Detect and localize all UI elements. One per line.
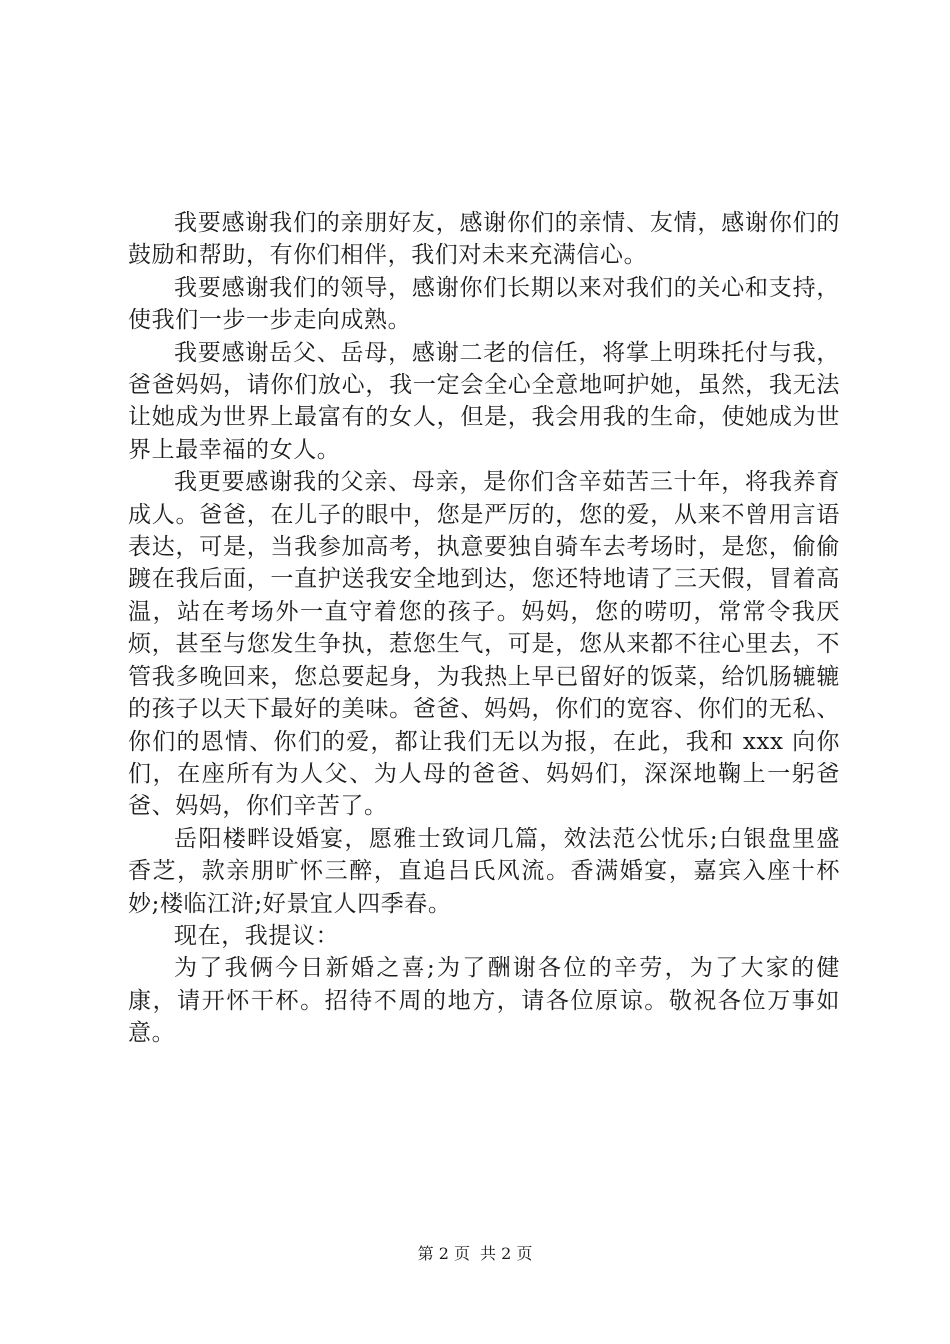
- page-total: 共 2 页: [480, 1244, 533, 1263]
- page-number: 第 2 页: [417, 1244, 470, 1263]
- paragraph-thanks-in-laws: 我要感谢岳父、岳母，感谢二老的信任，将掌上明珠托付与我，爸爸妈妈，请你们放心，我一定会全心全意地呵护她，虽然，我无法让她成为世界上最富有的女人，但是，我会用我的生命，使她成为世界上最幸福的女人。: [128, 339, 840, 463]
- paragraph-toast: 为了我俩今日新婚之喜;为了酬谢各位的辛劳，为了大家的健康，请开怀干杯。招待不周的地方，请各位原谅。敬祝各位万事如意。: [128, 955, 840, 1047]
- body-text: [128, 207, 840, 1050]
- page-footer: [0, 1244, 950, 1264]
- paragraph-thanks-friends: 我要感谢我们的亲朋好友，感谢你们的亲情、友情，感谢你们的鼓励和帮助，有你们相伴，我们对未来充满信心。: [128, 210, 840, 269]
- paragraph-thanks-parents: 我更要感谢我的父亲、母亲，是你们含辛茹苦三十年，将我养育成人。爸爸，在儿子的眼中，您是严厉的，您的爱，从来不曾用言语表达，可是，当我参加高考，执意要独自骑车去考场时，是您，偷偷踱在我后面，一直护送我安全地到达，您还特地请了三天假，冒着高温，站在考场外一直守着您的孩子。妈妈，您的唠叨，常常令我厌烦，甚至与您发生争执，惹您生气，可是，您从来都不往心里去，不管我多晚回来，您总要起身，为我热上早已留好的饭菜，给饥肠辘辘的孩子以天下最好的美味。爸爸、妈妈，你们的宽容、你们的无私、你们的恩情、你们的爱，都让我们无以为报，在此，我和 xxx 向你们，在座所有为人父、为人母的爸爸、妈妈们，深深地鞠上一躬爸爸、妈妈，你们辛苦了。: [128, 469, 840, 820]
- paragraph-banquet-couplet: 岳阳楼畔设婚宴，愿雅士致词几篇，效法范公忧乐;白银盘里盛香芝，款亲朋旷怀三醉，直追吕氏风流。香满婚宴，嘉宾入座十杯妙;楼临江浒;好景宜人四季春。: [128, 825, 840, 917]
- paragraph-thanks-leaders: 我要感谢我们的领导，感谢你们长期以来对我们的关心和支持，使我们一步一步走向成熟。: [128, 274, 840, 334]
- paragraph-proposal: 现在，我提议：: [174, 922, 340, 949]
